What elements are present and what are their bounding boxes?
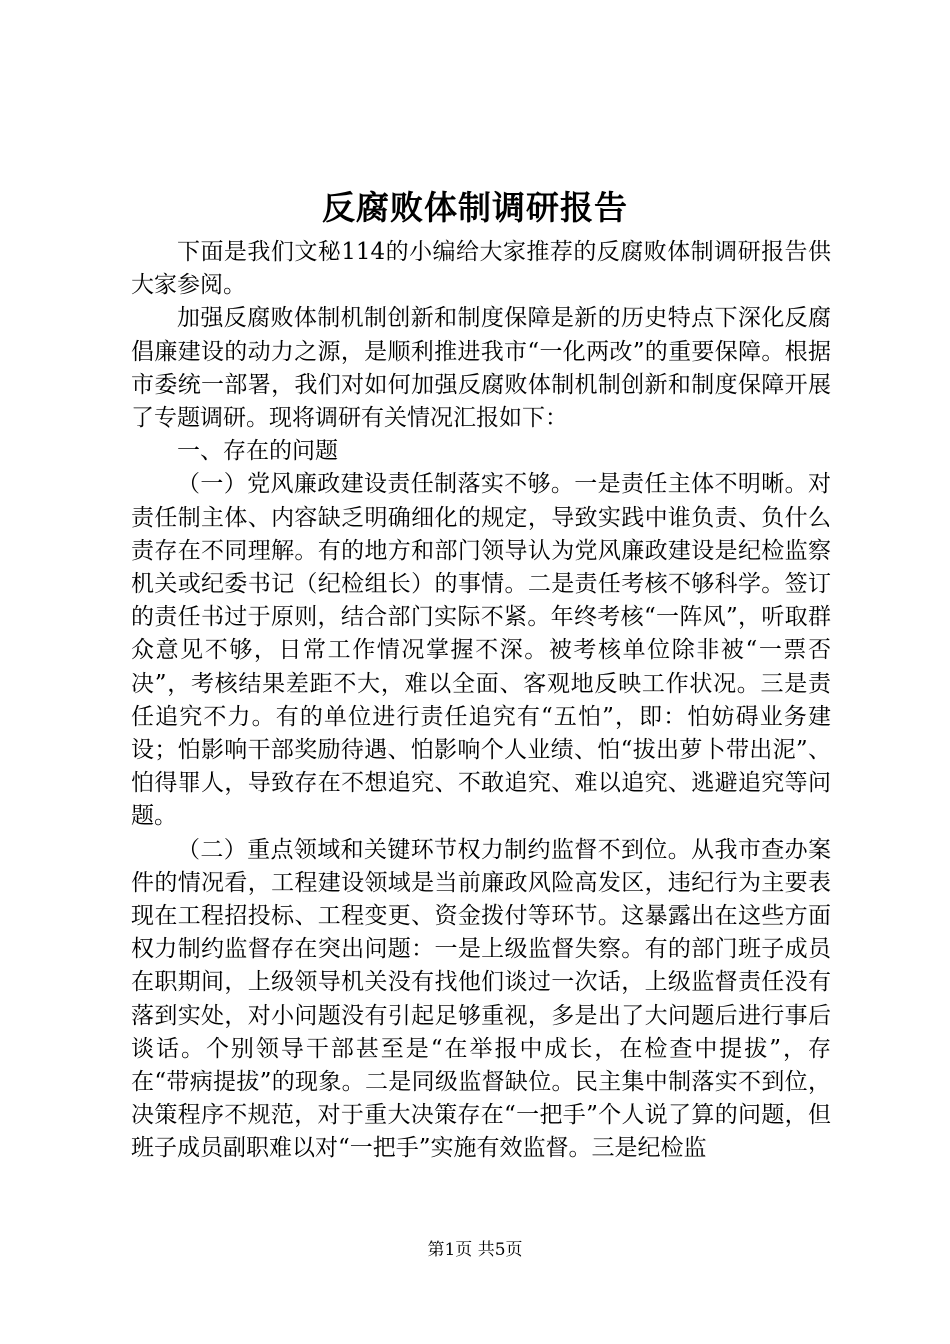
document-title: 反腐败体制调研报告 <box>322 188 628 227</box>
issue-one-paragraph: （一）党风廉政建设责任制落实不够。一是责任主体不明晰。对责任制主体、内容缺乏明确细化的规定，导致实践中谁负责、负什么责存在不同理解。有的地方和部门领导认为党风廉政建设是纪检监察机关或纪委书记（纪检组长）的事情。二是责任考核不够科学。签订的责任书过于原则，结合部门实际不紧。年终考核“一阵风”，听取群众意见不够，日常工作情况掌握不深。被考核单位除非被“一票否决”，考核结果差距不大，难以全面、客观地反映工作状况。三是责任追究不力。有的单位进行责任追究有“五怕”，即：怕妨碍业务建设；怕影响干部奖励待遇、怕影响个人业绩、怕“拔出萝卜带出泥”、怕得罪人，导致存在不想追究、不敢追究、难以追究、逃避追究等问题。 <box>131 471 831 830</box>
document-body <box>131 236 831 1166</box>
page-number-footer: 第1页 共5页 <box>427 1240 523 1260</box>
background-paragraph: 加强反腐败体制机制创新和制度保障是新的历史特点下深化反腐倡廉建设的动力之源，是顺利推进我市“一化两改”的重要保障。根据市委统一部署，我们对如何加强反腐败体制机制创新和制度保障开展了专题调研。现将调研有关情况汇报如下： <box>131 305 831 432</box>
section-heading: 一、存在的问题 <box>177 438 338 465</box>
issue-two-paragraph: （二）重点领域和关键环节权力制约监督不到位。从我市查办案件的情况看，工程建设领域是当前廉政风险高发区，违纪行为主要表现在工程招投标、工程变更、资金拨付等环节。这暴露出在这些方面权力制约监督存在突出问题：一是上级监督失察。有的部门班子成员在职期间，上级领导机关没有找他们谈过一次话，上级监督责任没有落到实处，对小问题没有引起足够重视，多是出了大问题后进行事后谈话。个别领导干部甚至是“在举报中成长，在检查中提拔”，存在“带病提拔”的现象。二是同级监督缺位。民主集中制落实不到位，决策程序不规范，对于重大决策存在“一把手”个人说了算的问题，但班子成员副职难以对“一把手”实施有效监督。三是纪检监 <box>131 836 831 1162</box>
intro-paragraph: 下面是我们文秘114的小编给大家推荐的反腐败体制调研报告供大家参阅。 <box>131 239 831 299</box>
